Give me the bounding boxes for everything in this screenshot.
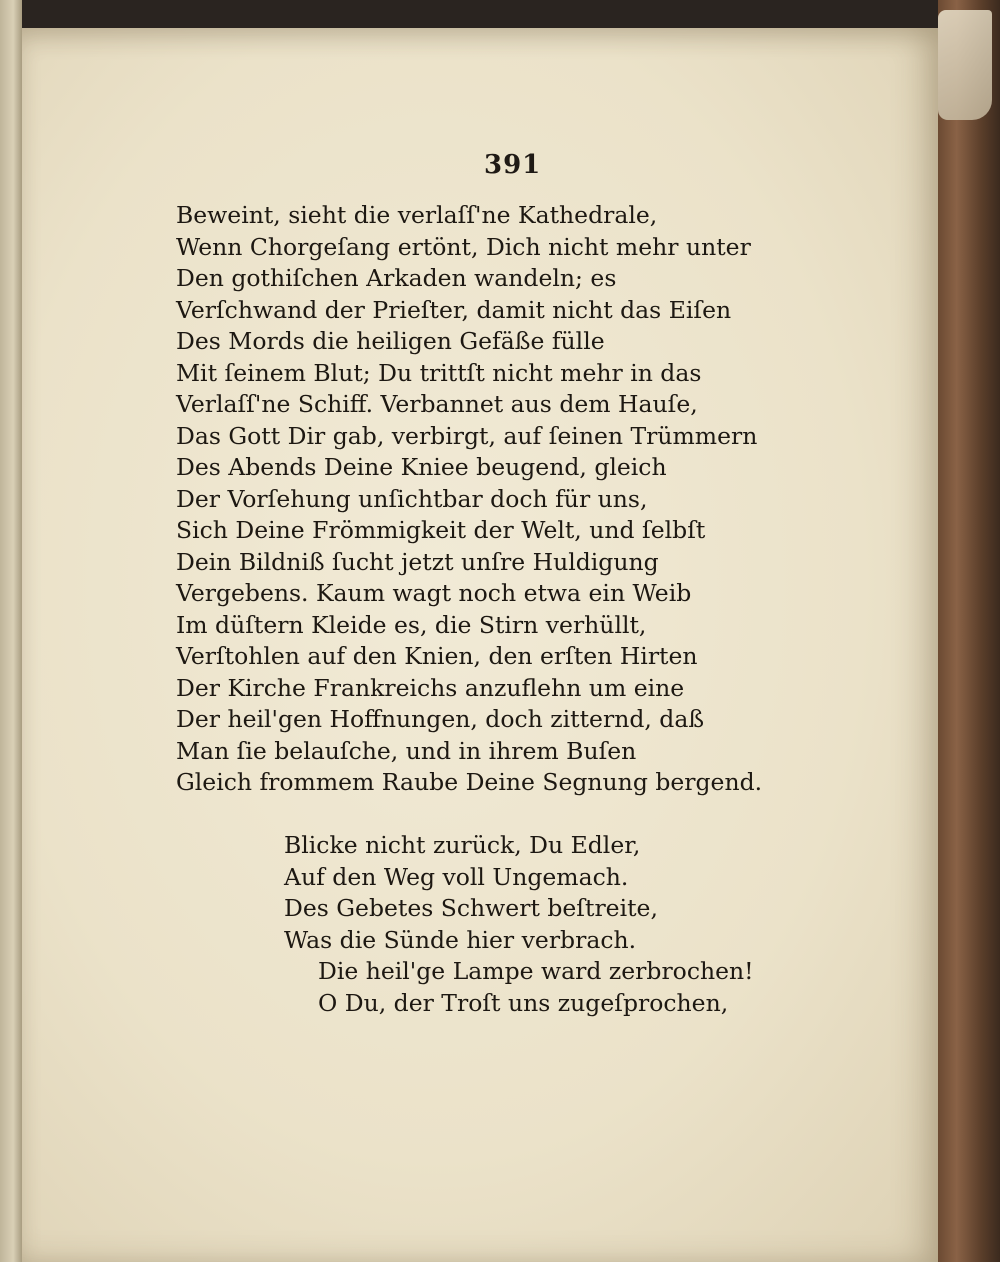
text-line: Wenn Chorgeſang ertönt, Dich nicht mehr unter xyxy=(176,232,751,261)
text-line: Vergebens. Kaum wagt noch etwa ein Weib xyxy=(176,579,692,607)
text-line: Das Gott Dir gab, verbirgt, auf ſeinen Trümmern xyxy=(176,421,758,450)
text-line: Mit ſeinem Blut; Du trittſt nicht mehr in das xyxy=(176,358,702,387)
verse-line: Auf den Weg voll Ungemach. xyxy=(284,862,629,891)
text-line: Den gothiſchen Arkaden wandeln; es xyxy=(176,264,617,292)
verse-line: Des Gebetes Schwert beſtreite, xyxy=(284,894,658,922)
verse-line: Blicke nicht zurück, Du Edler, xyxy=(284,831,641,859)
text-line: Des Abends Deine Kniee beugend, gleich xyxy=(176,453,667,481)
text-line: Gleich frommem Raube Deine Segnung bergend. xyxy=(176,768,763,796)
text-line: Verſchwand der Prieſter, damit nicht das Eiſen xyxy=(176,295,732,324)
verse-block xyxy=(284,830,754,1019)
text-line: Verſtohlen auf den Knien, den erſten Hirten xyxy=(176,642,698,670)
text-line: Verlaſſ'ne Schiff. Verbannet aus dem Hauſe, xyxy=(176,390,698,418)
text-line: Des Mords die heiligen Gefäße fülle xyxy=(176,327,605,355)
verse-line: Was die Sünde hier verbrach. xyxy=(284,925,637,954)
text-line: Beweint, sieht die verlaſſ'ne Kathedrale, xyxy=(176,201,658,229)
text-line: Der Kirche Frankreichs anzuflehn um eine xyxy=(176,673,685,702)
verse-line: Die heil'ge Lampe ward zerbrochen! xyxy=(318,957,754,985)
verse-line: O Du, der Troſt uns zugeſprochen, xyxy=(318,988,729,1017)
text-line: Im düſtern Kleide es, die Stirn verhüllt, xyxy=(176,610,647,639)
book-cover-edge xyxy=(938,0,1000,1262)
page-number: 391 xyxy=(484,150,542,180)
text-line: Sich Deine Frömmigkeit der Welt, und ſelbſt xyxy=(176,516,706,544)
text-line: Dein Bildniß ſucht jetzt unſre Huldigung xyxy=(176,547,659,576)
text-line: Man ſie belauſche, und in ihrem Buſen xyxy=(176,736,637,765)
text-line: Der heil'gen Hoffnungen, doch zitternd, daß xyxy=(176,705,705,733)
cover-corner-tear xyxy=(938,10,992,120)
main-text-block xyxy=(176,200,762,799)
facing-page-edge xyxy=(0,0,22,1262)
text-line: Der Vorſehung unſichtbar doch für uns, xyxy=(176,484,648,513)
